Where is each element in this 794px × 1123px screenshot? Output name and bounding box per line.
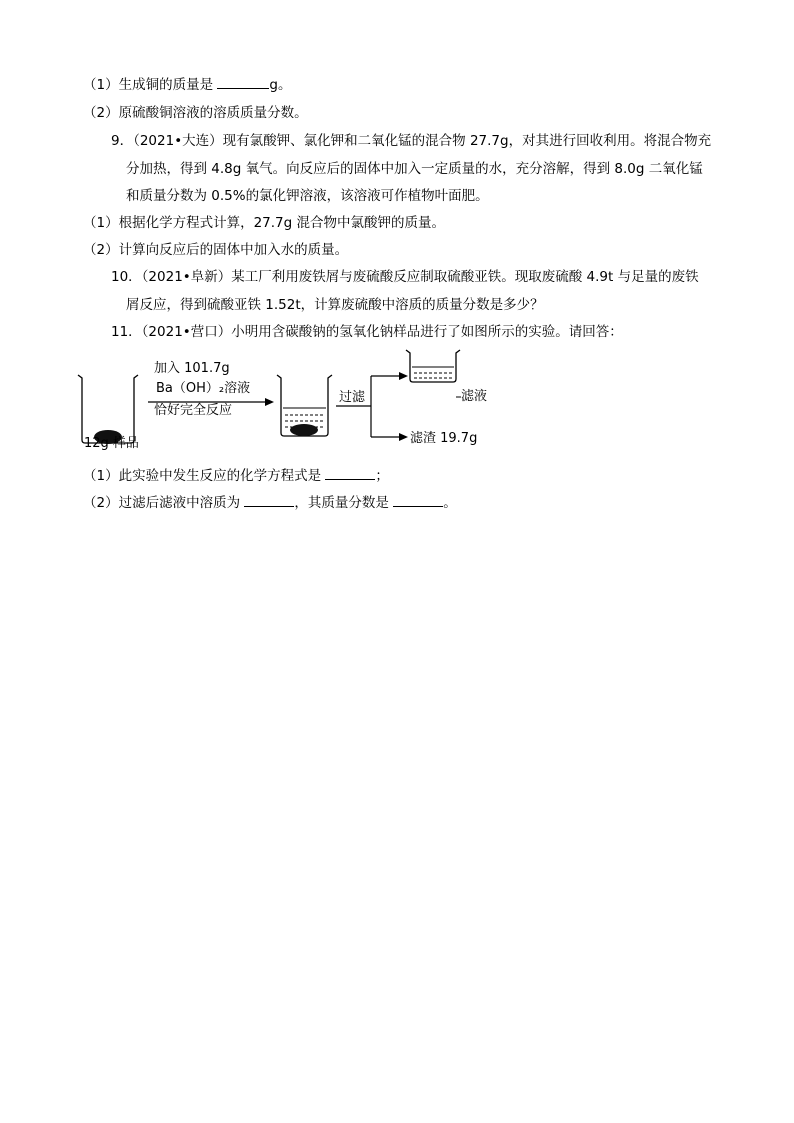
q11-part2-text: （2）过滤后滤液中溶质为 — [83, 495, 245, 511]
q11-part1 — [83, 465, 389, 486]
q9-line1: 9．（2021•大连）现有氯酸钾、氯化钾和二氧化锰的混合物 27.7g，对其进行回收利用。将混合物充 — [111, 133, 712, 149]
add-amount-label: 加入 101.7g — [154, 361, 230, 376]
residue-label: 滤渣 19.7g — [410, 431, 478, 446]
q9-part1: （1）根据化学方程式计算，27.7g 混合物中氯酸钾的质量。 — [83, 215, 446, 231]
q9-part2: （2）计算向反应后的固体中加入水的质量。 — [83, 242, 349, 258]
q10-line1: 10．（2021•阜新）某工厂利用废铁屑与废硫酸反应制取硫酸亚铁。现取废硫酸 4.9t 与足量的废铁 — [111, 269, 699, 285]
q11-part2-end: 。 — [443, 495, 457, 511]
reagent-label: Ba（OH）₂溶液 — [156, 381, 251, 396]
q9-line3: 和质量分数为 0.5%的氯化钾溶液，该溶液可作植物叶面肥。 — [126, 188, 489, 204]
experiment-diagram — [0, 0, 794, 460]
filter-label: 过滤 — [339, 390, 366, 405]
beaker-3 — [406, 350, 460, 382]
answer-blank-fraction[interactable] — [393, 492, 443, 507]
q-prev-part1-unit: g。 — [269, 77, 292, 93]
q9-line2: 分加热，得到 4.8g 氧气。向反应后的固体中加入一定质量的水，充分溶解，得到 8.0g 二氧化锰 — [126, 161, 703, 177]
q-prev-part2: （2）原硫酸铜溶液的溶质质量分数。 — [83, 105, 308, 121]
q11-part2-mid: ，其质量分数是 — [294, 495, 394, 511]
beaker-1 — [78, 375, 138, 444]
answer-blank-solute[interactable] — [244, 492, 294, 507]
reaction-label: 恰好完全反应 — [154, 403, 233, 418]
filtrate-label: 滤液 — [461, 389, 488, 404]
q11-line1: 11．（2021•营口）小明用含碳酸钠的氢氧化钠样品进行了如图所示的实验。请回答： — [111, 324, 623, 340]
q11-part2 — [83, 492, 457, 513]
q10-line2: 屑反应，得到硫酸亚铁 1.52t，计算废硫酸中溶质的质量分数是多少？ — [126, 297, 544, 313]
sample-label: 12g 样品 — [84, 436, 139, 451]
q-prev-part1-text: （1）生成铜的质量是 — [83, 77, 218, 93]
q11-part1-text: （1）此实验中发生反应的化学方程式是 — [83, 468, 326, 484]
q11-part1-end: ； — [375, 468, 389, 484]
answer-blank-equation[interactable] — [325, 465, 375, 480]
beaker-2 — [277, 375, 332, 436]
precipitate-solid — [290, 424, 318, 436]
